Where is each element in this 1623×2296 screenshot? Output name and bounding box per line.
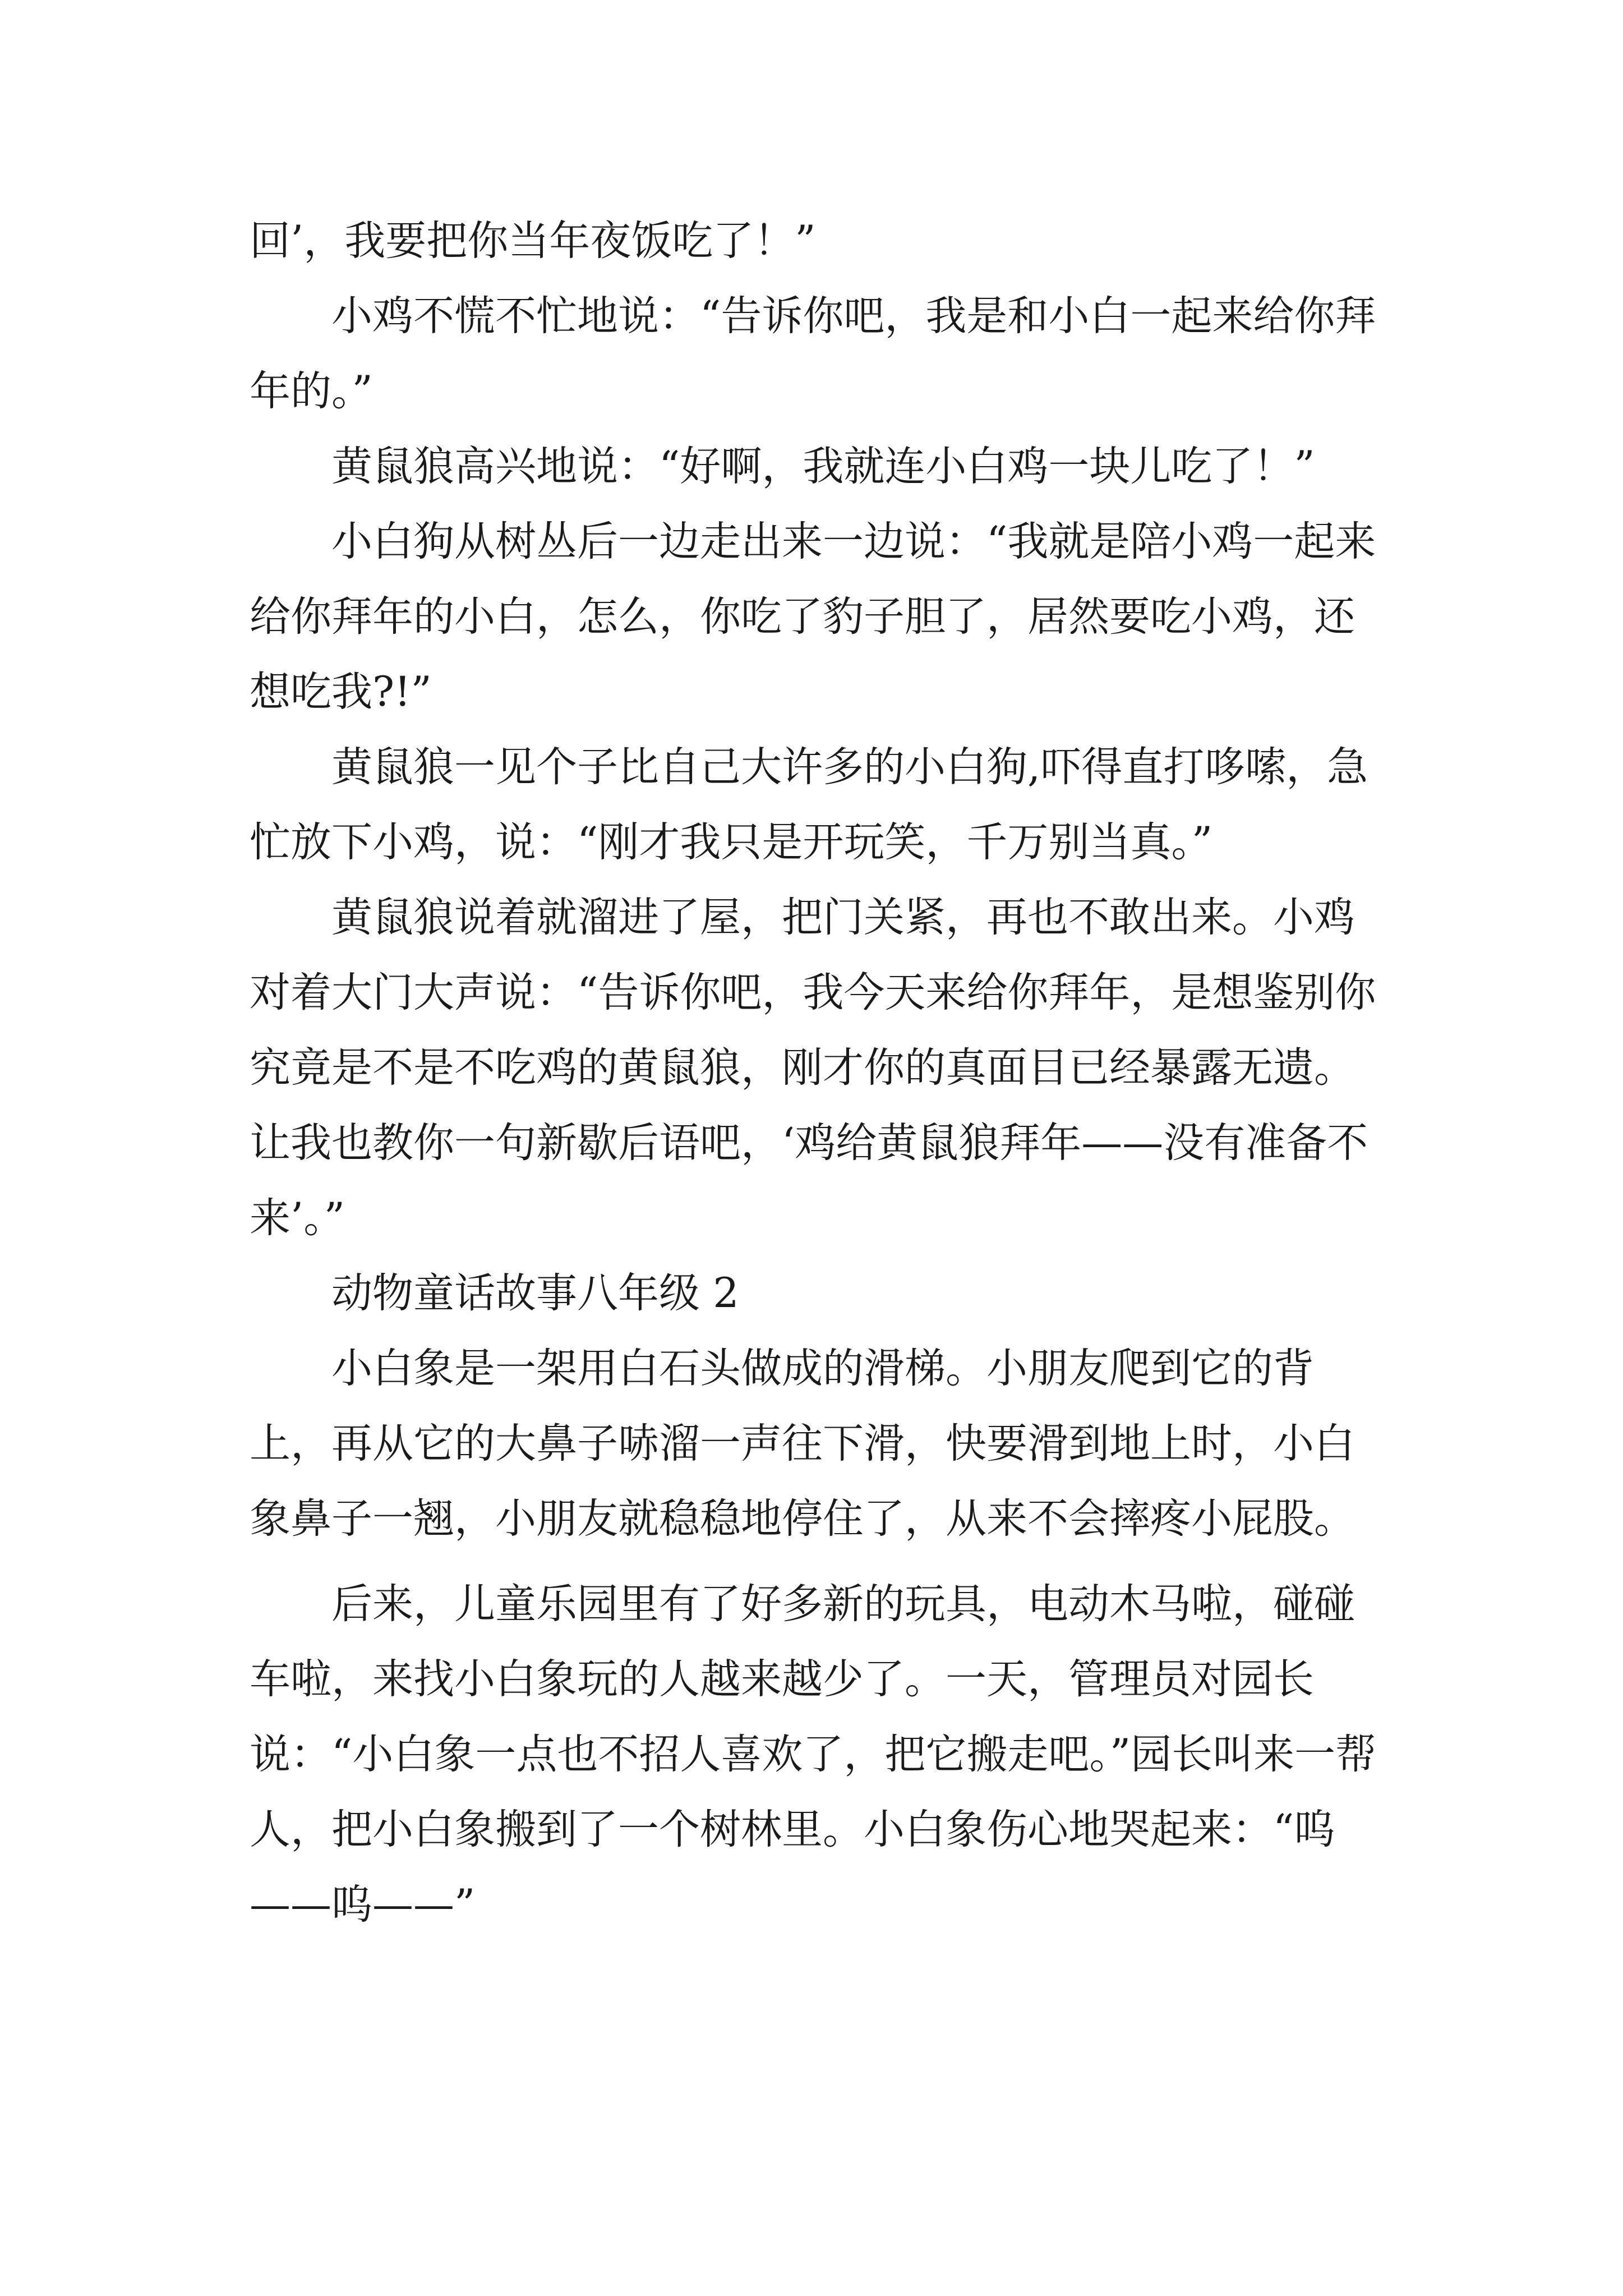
paragraph: 黄鼠狼高兴地说：“好啊，我就连小白鸡一块儿吃了！” bbox=[331, 443, 1315, 490]
paragraph: 后来，儿童乐园里有了好多新的玩具，电动木马啦，碰碰车啦，来找小白象玩的人越来越少了。一天，管理员对园长说：“小白象一点也不招人喜欢了，把它搬走吧。”园长叫来一帮人，把小白象搬到了一个树林里。小白象伤心地哭起来：“呜——呜——” bbox=[250, 1580, 1377, 1929]
paragraph: 小白象是一架用白石头做成的滑梯。小朋友爬到它的背上，再从它的大鼻子哧溜一声往下滑，快要滑到地上时，小白象鼻子一翘，小朋友就稳稳地停住了，从来不会摔疼小屁股。 bbox=[250, 1345, 1355, 1543]
paragraph: 小鸡不慌不忙地说：“告诉你吧，我是和小白一起来给你拜年的。” bbox=[250, 292, 1376, 415]
paragraph-continuation: 回’，我要把你当年夜饭吃了！” bbox=[250, 217, 816, 265]
paragraph: 黄鼠狼说着就溜进了屋，把门关紧，再也不敢出来。小鸡对着大门大声说：“告诉你吧，我今天来给你拜年，是想鉴别你究竟是不是不吃鸡的黄鼠狼，刚才你的真面目已经暴露无遗。让我也教你一句新歇后语吧，‘鸡给黄鼠狼拜年——没有准备不来’。” bbox=[250, 894, 1376, 1242]
paragraph: 黄鼠狼一见个子比自己大许多的小白狗,吓得直打哆嗦，急忙放下小鸡，说：“刚才我只是开玩笑，千万别当真。” bbox=[250, 743, 1368, 866]
paragraph: 小白狗从树丛后一边走出来一边说：“我就是陪小鸡一起来给你拜年的小白，怎么，你吃了豹子胆了，居然要吃小鸡，还想吃我?!” bbox=[250, 518, 1376, 716]
section-heading: 动物童话故事八年级 2 bbox=[331, 1269, 739, 1317]
document-body bbox=[250, 204, 1382, 1943]
